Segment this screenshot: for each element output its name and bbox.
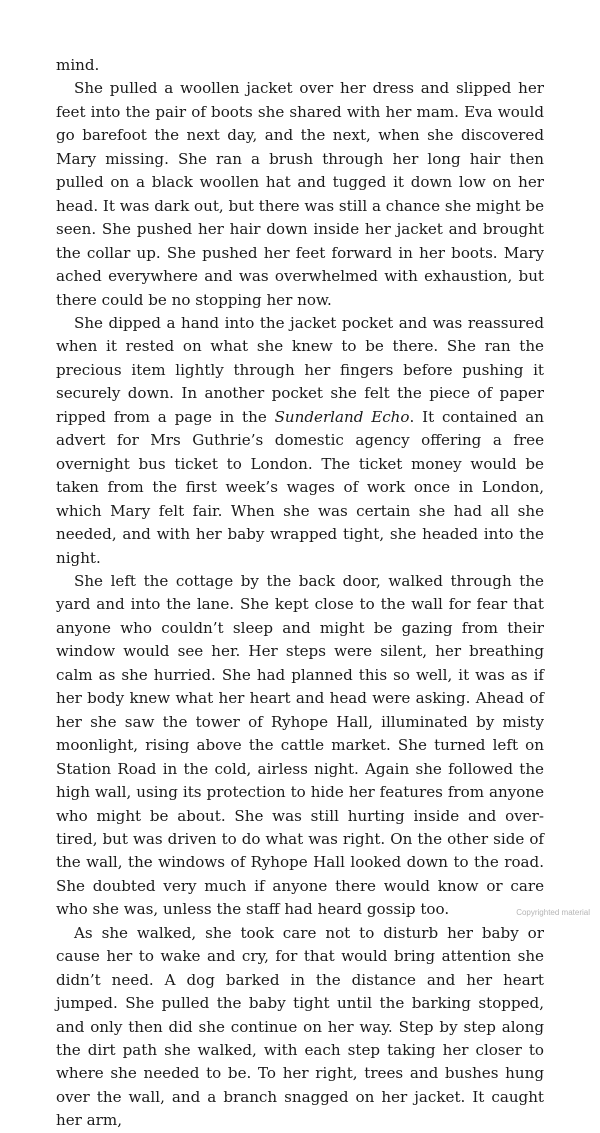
paragraph-2-text-before: She dipped a hand into the jacket pocket and was reassured when it rested on what she knew to be there. She ran the precious item lightly through her fingers before pushing it securely down. In another pocket she felt the piece of paper ripped from a page in the <box>56 313 544 426</box>
paragraph-1: She pulled a woollen jacket over her dress and slipped her feet into the pair of boots she shared with her mam. Eva would go barefoot the next day, and the next, when she discovered Mary missing. She ran a brush through her long hair then pulled on a black woollen hat and tugged it down low on her head. It was dark out, but there was still a chance she might be seen. She pushed her hair down inside her jacket and brought the collar up. She pushed her feet forward in her boots. Mary ached everywhere and was overwhelmed with exhaustion, but there could be no stopping her now. <box>56 79 545 309</box>
paragraph-2 <box>56 312 544 570</box>
book-page-text <box>56 54 544 1133</box>
copyright-watermark: Copyrighted material <box>516 908 590 917</box>
paragraph-4: As she walked, she took care not to disturb her baby or cause her to wake and cry, for that would bring attention she didn’t need. A dog barked in the distance and her heart jumped. She pulled the baby tight until the barking stopped, and only then did she continue on her way. Step by step along the dirt path she walked, with each step taking her closer to where she needed to be. To her right, trees and bushes hung over the wall, and a branch snagged on her jacket. It caught her arm, <box>56 923 544 1130</box>
paragraph-3: She left the cottage by the back door, walked through the yard and into the lane. She kept close to the wall for fear that anyone who couldn’t sleep and might be gazing from their window would see her. Her steps were silent, her breathing calm as she hurried. She had planned this so well, it was as if her body knew what her heart and head were asking. Ahead of her she saw the tower of Ryhope Hall, illuminated by misty moonlight, rising above the cattle market. She turned left on Station Road in the cold, airless night. Again she followed the high wall, using its protection to hide her features from anyone who might be about. She was still hurting inside and over-tired, but was driven to do what was right. On the other side of the wall, the windows of Ryhope Hall looked down to the road. She doubted very much if anyone there would know or care who she was, unless the staff had heard gossip too. <box>56 571 544 919</box>
paragraph-2-text-after: . It contained an advert for Mrs Guthrie’s domestic agency offering a free overnight bus ticket to London. The ticket money would be taken from the first week’s wages of work once in London, which Mary felt fair. When she was certain she had all she needed, and with her baby wrapped tight, she headed into the night. <box>56 407 544 567</box>
newspaper-title: Sunderland Echo <box>274 407 410 426</box>
paragraph-continuation: mind. <box>56 56 100 74</box>
